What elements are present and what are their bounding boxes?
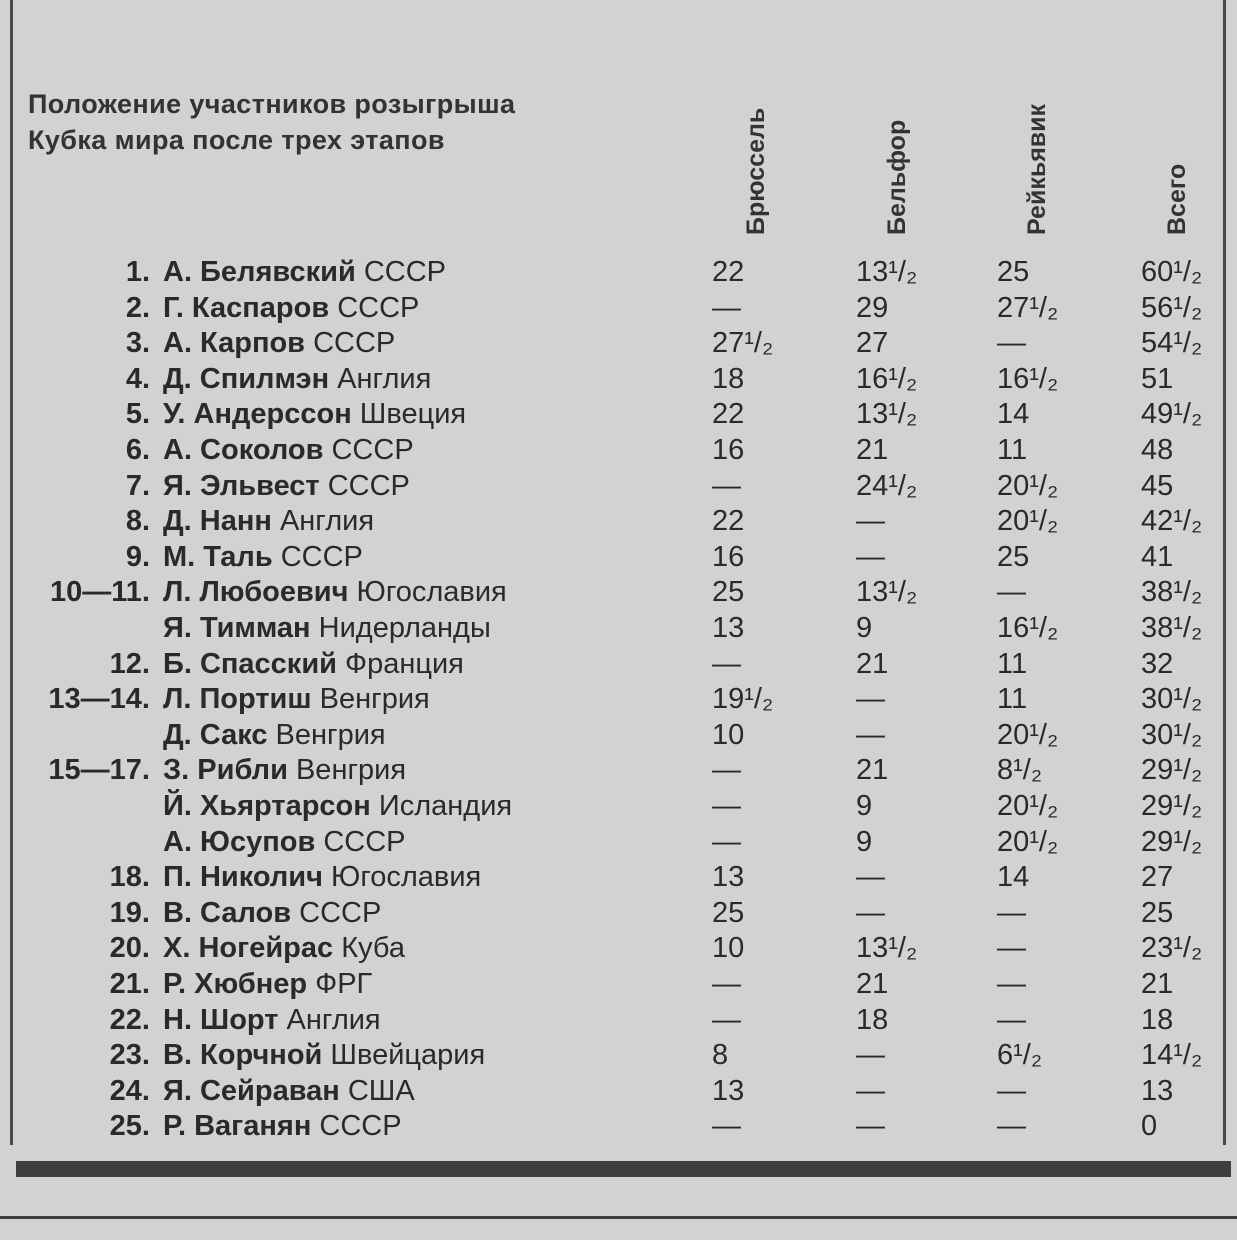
table-row [0, 646, 1237, 682]
score-cell-c3: 14 [997, 861, 1030, 894]
score-cell-c3: — [997, 968, 1026, 1000]
player-country: СССР [280, 540, 363, 573]
place-cell: 2. [125, 291, 150, 324]
score-cell-c1: — [712, 1003, 741, 1036]
score-cell-c4: 56¹/₂ [1141, 291, 1203, 324]
score-cell-c4: 45 [1141, 469, 1174, 502]
score-cell-c4: 32 [1141, 647, 1174, 680]
player-name: А. Белявский [163, 256, 356, 288]
place-cell: 1. [125, 256, 150, 288]
place-cell: 9. [125, 540, 150, 573]
score-cell-c2: 18 [856, 1003, 889, 1036]
score-cell-c2: 9 [856, 825, 873, 858]
player-country: Куба [341, 932, 405, 965]
table-row [0, 1073, 1237, 1109]
score-cell-c2: — [856, 540, 885, 573]
table-row [0, 717, 1237, 753]
player-country: Венгрия [295, 754, 407, 787]
table-row [0, 574, 1237, 610]
player-name: З. Рибли [163, 754, 288, 787]
score-cell-c3: 20¹/₂ [997, 469, 1059, 502]
score-cell-c1: 10 [712, 718, 745, 751]
score-cell-c3: 20¹/₂ [997, 825, 1059, 858]
caption-line-2: Кубка мира после трех этапов [28, 125, 445, 155]
player-country: Югославия [356, 576, 507, 609]
player-country: США [347, 1074, 415, 1107]
player-cell [163, 646, 464, 682]
score-cell-c2: 9 [856, 612, 873, 644]
player-name: Р. Хюбнер [163, 968, 308, 1000]
player-name: У. Андерссон [163, 398, 352, 431]
bottom-rule-thick [16, 1161, 1231, 1177]
player-cell [163, 1108, 402, 1144]
place-cell: 22. [109, 1003, 150, 1036]
player-name: П. Николич [163, 861, 323, 894]
score-cell-c2: — [856, 896, 885, 929]
place-cell: 19. [109, 896, 150, 929]
score-cell-c4: 30¹/₂ [1141, 718, 1203, 751]
player-name: Я. Сейраван [163, 1074, 340, 1107]
score-cell-c4: 13 [1141, 1074, 1174, 1107]
player-name: Я. Эльвест [163, 469, 320, 502]
score-cell-c4: 42¹/₂ [1141, 505, 1203, 538]
score-cell-c4: 25 [1141, 896, 1174, 929]
score-cell-c4: 41 [1141, 540, 1174, 573]
table-row [0, 396, 1237, 432]
place-cell: 10—11. [50, 576, 150, 609]
player-country: Англия [279, 505, 375, 538]
score-cell-c2: — [856, 861, 885, 894]
score-cell-c4: 27 [1141, 861, 1174, 894]
score-cell-c2: — [856, 1039, 885, 1072]
score-cell-c1: 10 [712, 932, 745, 965]
player-cell [163, 1073, 415, 1109]
player-country: Венгрия [319, 683, 430, 716]
place-cell: 3. [125, 327, 150, 360]
score-cell-c3: 27¹/₂ [997, 291, 1059, 324]
score-cell-c3: — [997, 327, 1026, 360]
place-cell: 8. [125, 505, 150, 538]
player-name: Г. Каспаров [163, 291, 330, 324]
player-cell [163, 859, 481, 895]
table-row [0, 895, 1237, 931]
player-country: СССР [337, 291, 420, 324]
score-cell-c3: — [997, 896, 1026, 929]
score-cell-c3: 11 [997, 647, 1028, 680]
player-country: СССР [323, 825, 406, 858]
score-cell-c2: 27 [856, 327, 889, 360]
player-cell [163, 325, 395, 361]
score-cell-c2: 9 [856, 790, 873, 822]
player-cell [163, 752, 406, 788]
score-cell-c4: 30¹/₂ [1141, 683, 1203, 716]
player-name: Р. Ваганян [163, 1110, 312, 1143]
score-cell-c1: 22 [712, 256, 745, 288]
player-country: СССР [363, 256, 447, 288]
score-cell-c2: 21 [856, 754, 889, 787]
player-cell [163, 1037, 485, 1073]
player-cell [163, 966, 372, 1002]
score-cell-c1: — [712, 469, 741, 502]
player-name: А. Юсупов [163, 825, 316, 858]
player-cell [163, 681, 430, 717]
table-row [0, 290, 1237, 326]
score-cell-c1: 13 [712, 861, 745, 894]
table-row [0, 1037, 1237, 1073]
player-cell [163, 930, 405, 966]
player-cell [163, 432, 414, 468]
score-cell-c4: 38¹/₂ [1141, 612, 1203, 644]
player-name: Я. Тимман [163, 612, 311, 644]
player-name: В. Корчной [163, 1039, 323, 1072]
place-cell: 13—14. [48, 683, 150, 716]
score-cell-c1: 16 [712, 540, 745, 573]
table-row [0, 361, 1237, 397]
score-cell-c2: 16¹/₂ [856, 362, 918, 395]
place-cell: 6. [125, 434, 150, 466]
score-cell-c2: 29 [856, 291, 889, 324]
player-country: Швейцария [330, 1039, 486, 1072]
table-row [0, 1002, 1237, 1038]
table-row [0, 610, 1237, 646]
score-cell-c1: 13 [712, 612, 745, 644]
player-cell [163, 503, 374, 539]
score-cell-c1: 25 [712, 576, 745, 609]
player-cell [163, 468, 410, 504]
score-cell-c3: — [997, 576, 1026, 609]
player-name: А. Соколов [163, 434, 324, 466]
score-cell-c4: 29¹/₂ [1141, 754, 1203, 787]
table-row [0, 1108, 1237, 1144]
score-cell-c4: 18 [1141, 1003, 1174, 1036]
score-cell-c4: 29¹/₂ [1141, 790, 1203, 822]
score-cell-c4: 49¹/₂ [1141, 398, 1203, 431]
player-country: Англия [337, 362, 432, 395]
score-cell-c4: 60¹/₂ [1141, 256, 1203, 288]
player-country: Нидерланды [318, 612, 491, 644]
score-cell-c3: — [997, 1110, 1026, 1143]
score-cell-c4: 51 [1141, 362, 1174, 395]
place-cell: 21. [109, 968, 150, 1000]
table-row [0, 966, 1237, 1002]
score-cell-c2: 13¹/₂ [856, 576, 918, 609]
score-cell-c3: 8¹/₂ [997, 754, 1043, 787]
player-cell [163, 788, 512, 824]
score-cell-c2: — [856, 1074, 885, 1107]
player-name: Д. Нанн [163, 505, 272, 538]
score-cell-c1: 16 [712, 434, 745, 466]
column-header-total: Всего [1163, 163, 1191, 235]
table-row [0, 503, 1237, 539]
player-name: Й. Хьяртарсон [163, 790, 371, 822]
player-country: СССР [313, 327, 396, 360]
player-name: Н. Шорт [163, 1003, 279, 1036]
score-cell-c1: 13 [712, 1074, 745, 1107]
score-cell-c1: 27¹/₂ [712, 327, 774, 360]
player-country: СССР [319, 1110, 402, 1143]
score-cell-c4: 21 [1141, 968, 1174, 1000]
player-name: Л. Любоевич [163, 576, 349, 609]
score-cell-c3: 20¹/₂ [997, 790, 1059, 822]
column-header-belfort: Бельфор [883, 119, 911, 235]
table-row [0, 539, 1237, 575]
player-cell [163, 717, 386, 753]
score-cell-c1: — [712, 291, 741, 324]
player-country: СССР [327, 469, 410, 502]
score-cell-c1: 25 [712, 896, 745, 929]
player-cell [163, 539, 363, 575]
player-country: Швеция [359, 398, 467, 431]
score-cell-c3: — [997, 1003, 1026, 1036]
player-name: В. Салов [163, 896, 292, 929]
player-country: Венгрия [275, 718, 386, 751]
score-cell-c2: — [856, 1110, 885, 1143]
score-cell-c2: 13¹/₂ [856, 398, 918, 431]
column-header-brussels: Брюссель [742, 107, 770, 235]
score-cell-c4: 0 [1141, 1110, 1158, 1143]
table-row [0, 681, 1237, 717]
table-row [0, 432, 1237, 468]
player-country: ФРГ [315, 968, 373, 1000]
score-cell-c3: 25 [997, 256, 1030, 288]
score-cell-c1: 22 [712, 505, 745, 538]
score-cell-c2: — [856, 505, 885, 538]
table-row [0, 254, 1237, 290]
score-cell-c2: 13¹/₂ [856, 932, 918, 965]
player-cell [163, 610, 491, 646]
score-cell-c3: 16¹/₂ [997, 362, 1059, 395]
score-cell-c1: — [712, 968, 741, 1000]
table-row [0, 325, 1237, 361]
score-cell-c2: — [856, 718, 885, 751]
player-cell [163, 895, 381, 931]
player-country: Англия [286, 1003, 381, 1036]
score-cell-c4: 48 [1141, 434, 1174, 466]
player-cell [163, 574, 507, 610]
place-cell: 25. [109, 1110, 150, 1143]
player-cell [163, 824, 406, 860]
score-cell-c1: — [712, 1110, 741, 1143]
score-cell-c1: 18 [712, 362, 745, 395]
place-cell: 5. [125, 398, 150, 431]
score-cell-c1: — [712, 754, 741, 787]
score-cell-c3: 6¹/₂ [997, 1039, 1043, 1072]
table-row [0, 468, 1237, 504]
score-cell-c2: — [856, 683, 885, 716]
score-cell-c2: 21 [856, 434, 889, 466]
score-cell-c3: 25 [997, 540, 1030, 573]
score-cell-c3: 20¹/₂ [997, 718, 1059, 751]
score-cell-c3: 20¹/₂ [997, 505, 1059, 538]
score-cell-c2: 21 [856, 647, 889, 680]
place-cell: 20. [109, 932, 150, 965]
score-cell-c4: 14¹/₂ [1141, 1039, 1203, 1072]
player-cell [163, 290, 419, 326]
score-cell-c4: 23¹/₂ [1141, 932, 1203, 965]
place-cell: 15—17. [48, 754, 150, 787]
player-cell [163, 361, 431, 397]
table-row [0, 788, 1237, 824]
player-cell [163, 396, 466, 432]
score-cell-c3: 14 [997, 398, 1030, 431]
player-cell [163, 1002, 381, 1038]
place-cell: 12. [109, 647, 150, 680]
player-name: Д. Спилмэн [163, 362, 330, 395]
score-cell-c3: 16¹/₂ [997, 612, 1059, 644]
score-cell-c2: 21 [856, 968, 889, 1000]
place-cell: 18. [109, 861, 150, 894]
bottom-rule-thin [0, 1216, 1237, 1219]
score-cell-c4: 54¹/₂ [1141, 327, 1203, 360]
place-cell: 7. [125, 469, 150, 502]
score-cell-c3: 11 [997, 683, 1028, 716]
table-row [0, 930, 1237, 966]
player-name: Х. Ногейрас [163, 932, 334, 965]
player-country: СССР [331, 434, 414, 466]
place-cell: 24. [109, 1074, 150, 1107]
score-cell-c2: 13¹/₂ [856, 256, 918, 288]
player-name: Л. Портиш [163, 683, 312, 716]
table-caption [28, 86, 515, 158]
score-cell-c3: — [997, 1074, 1026, 1107]
score-cell-c3: — [997, 932, 1026, 965]
score-cell-c4: 38¹/₂ [1141, 576, 1203, 609]
player-name: А. Карпов [163, 327, 306, 360]
table-row [0, 824, 1237, 860]
player-country: Югославия [331, 861, 482, 894]
player-country: Франция [345, 647, 464, 680]
player-name: М. Таль [163, 540, 273, 573]
place-cell: 23. [109, 1039, 150, 1072]
score-cell-c1: 19¹/₂ [712, 683, 774, 716]
score-cell-c2: 24¹/₂ [856, 469, 918, 502]
table-row [0, 859, 1237, 895]
player-country: СССР [299, 896, 382, 929]
score-cell-c1: — [712, 825, 741, 858]
table-row [0, 752, 1237, 788]
score-cell-c1: 22 [712, 398, 745, 431]
score-cell-c1: — [712, 790, 741, 822]
place-cell: 4. [125, 362, 150, 395]
player-name: Д. Сакс [163, 718, 268, 751]
score-cell-c4: 29¹/₂ [1141, 825, 1203, 858]
score-cell-c1: — [712, 647, 741, 680]
player-name: Б. Спасский [163, 647, 337, 680]
caption-line-1: Положение участников розыгрыша [28, 89, 516, 119]
score-cell-c1: 8 [712, 1039, 729, 1072]
player-country: Исландия [378, 790, 513, 822]
column-header-reykjavik: Рейкьявик [1023, 103, 1051, 235]
player-cell [163, 254, 446, 290]
score-cell-c3: 11 [997, 434, 1028, 466]
